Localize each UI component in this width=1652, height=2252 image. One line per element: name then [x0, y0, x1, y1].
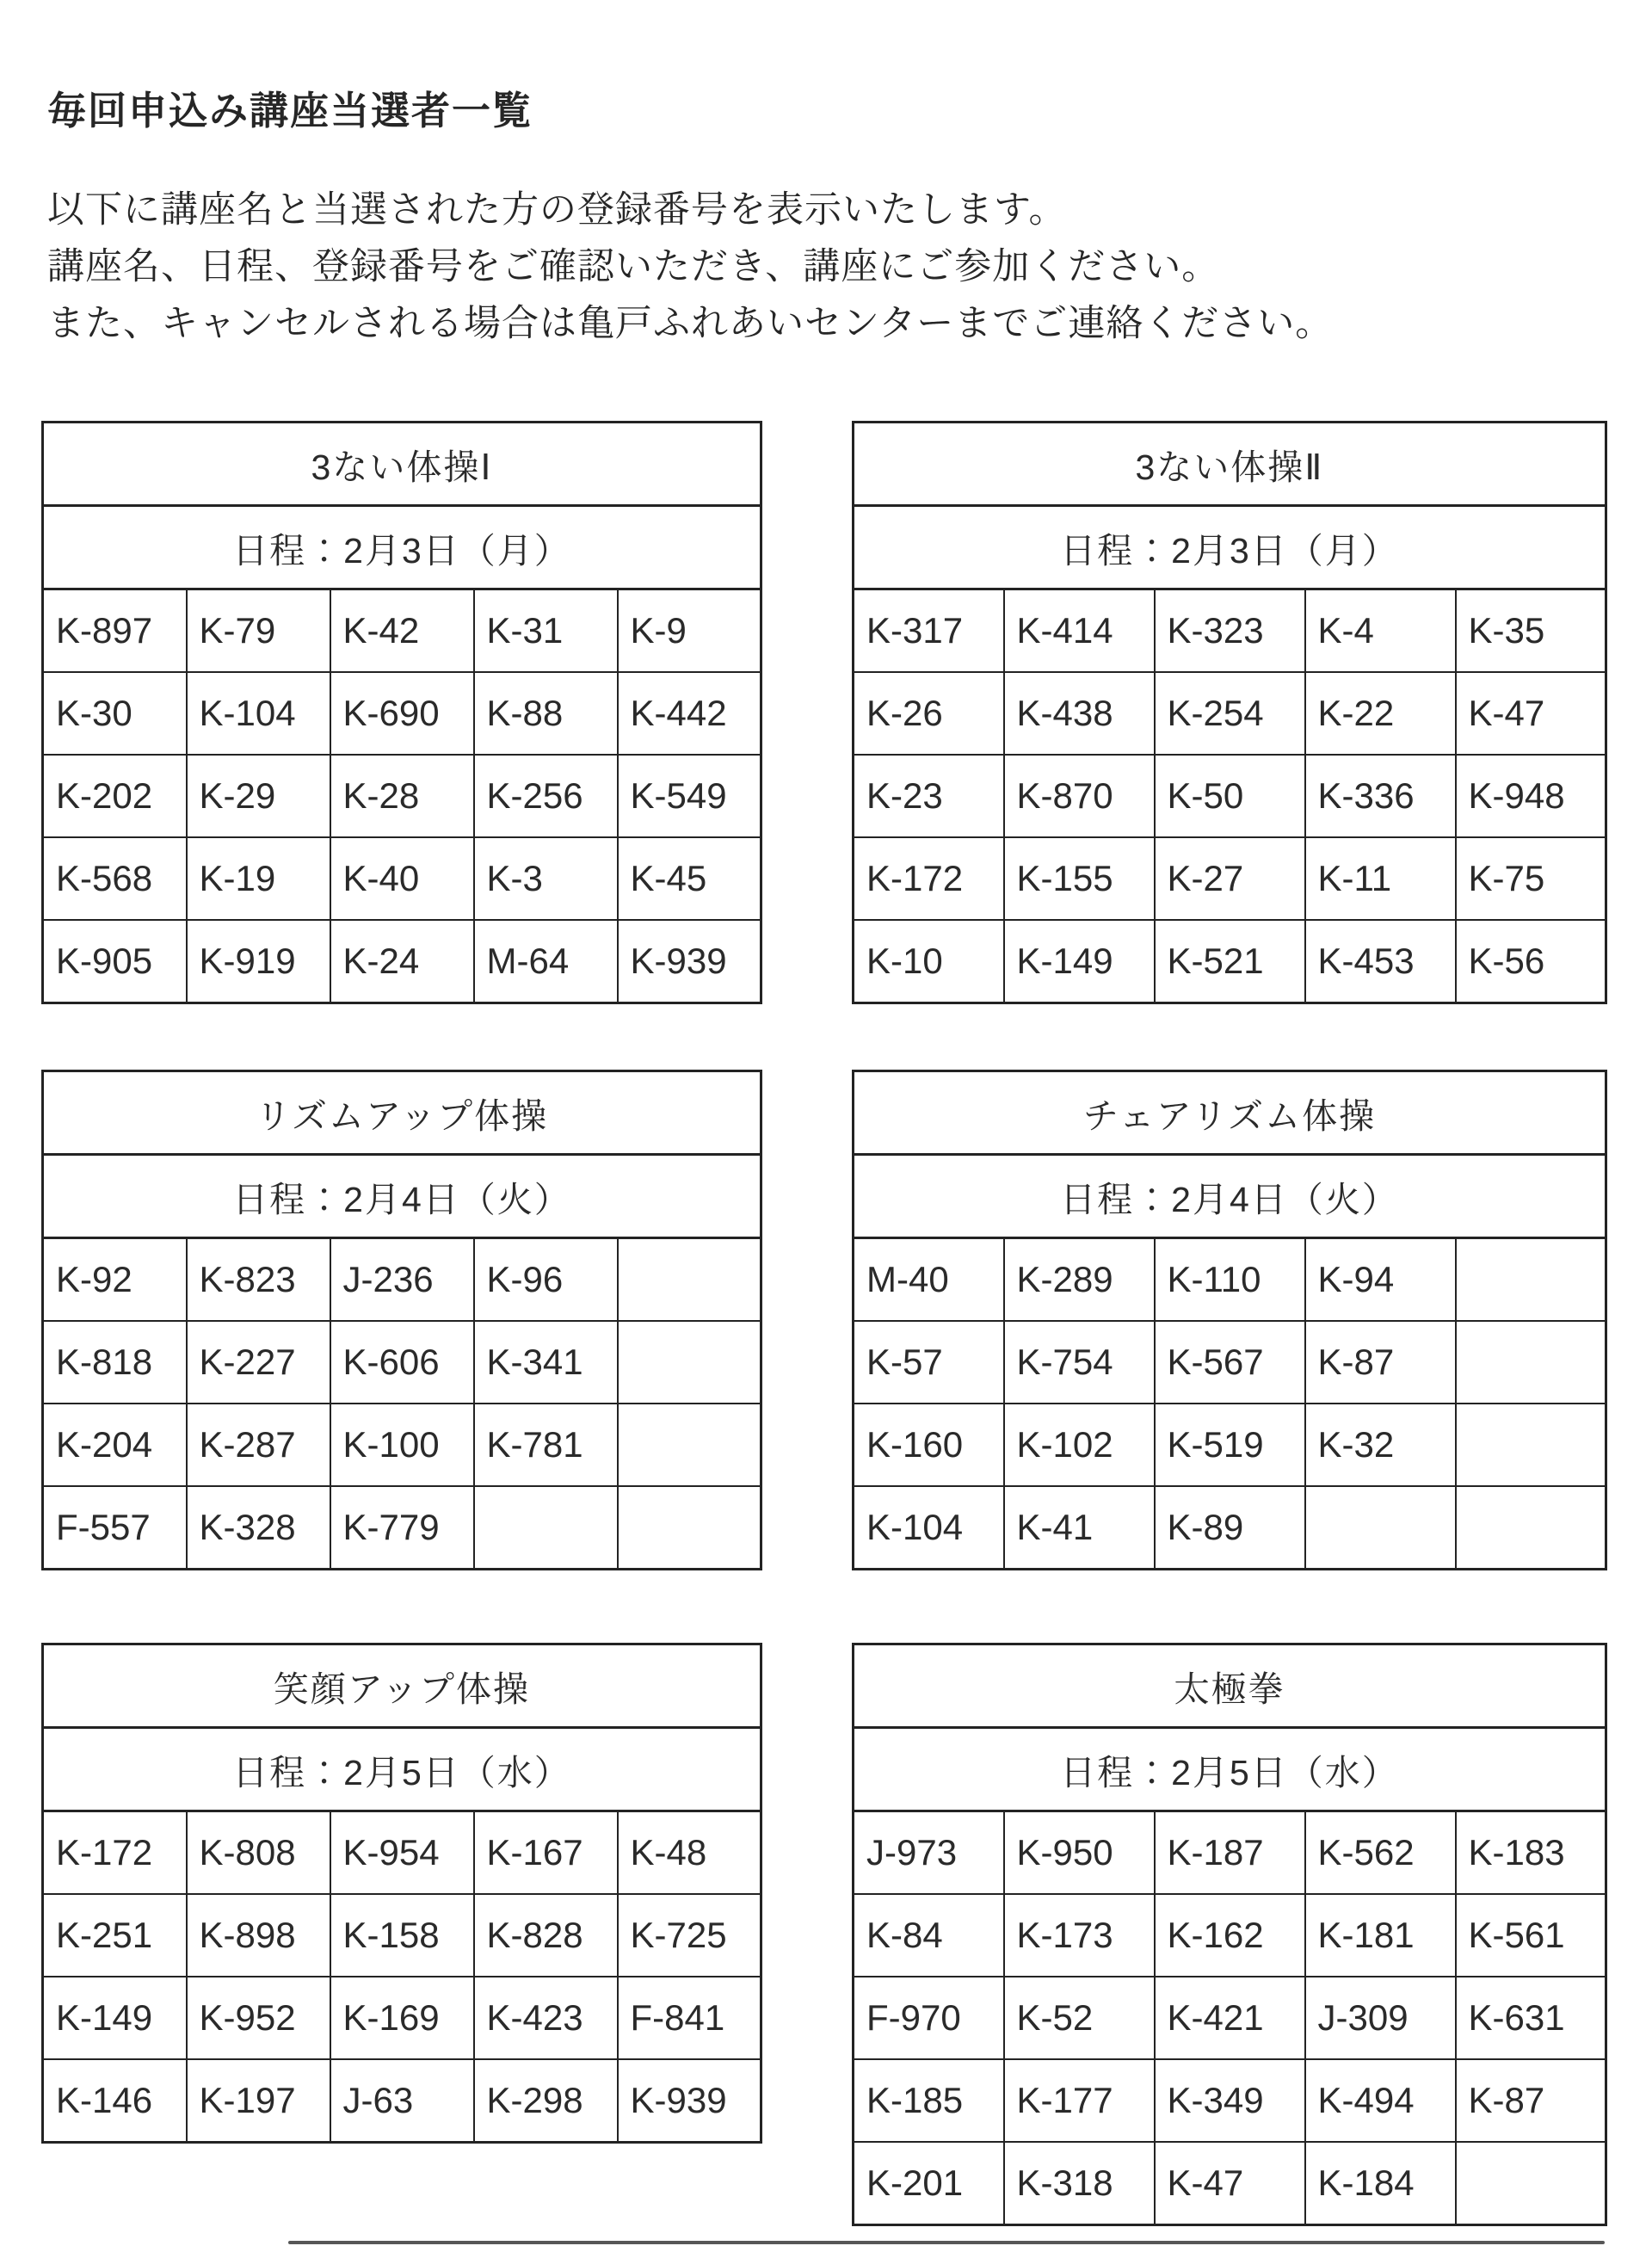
registration-number-cell: F-841 [618, 1977, 761, 2059]
empty-cell [474, 1486, 618, 1570]
empty-cell [1456, 1486, 1606, 1570]
table-row [854, 672, 1606, 755]
registration-number-cell: K-162 [1155, 1894, 1305, 1977]
course-title: 太極拳 [854, 1644, 1606, 1728]
empty-cell [1305, 1486, 1456, 1570]
winners-body [43, 1238, 761, 1570]
empty-cell [618, 1238, 761, 1322]
registration-number-cell: K-185 [854, 2059, 1004, 2142]
registration-number-cell: K-56 [1456, 920, 1606, 1003]
registration-number-cell: K-3 [474, 837, 618, 920]
registration-number-cell: K-808 [187, 1811, 330, 1895]
table-row [43, 1894, 761, 1977]
registration-number-cell: K-725 [618, 1894, 761, 1977]
registration-number-cell: K-167 [474, 1811, 618, 1895]
registration-number-cell: K-823 [187, 1238, 330, 1322]
registration-number-cell: J-236 [330, 1238, 474, 1322]
registration-number-cell: J-973 [854, 1811, 1004, 1895]
registration-number-cell: K-50 [1155, 755, 1305, 837]
registration-number-cell: K-172 [43, 1811, 187, 1895]
registration-number-cell: K-4 [1305, 589, 1456, 673]
registration-number-cell: K-9 [618, 589, 761, 673]
registration-number-cell: K-341 [474, 1321, 618, 1404]
registration-number-cell: K-952 [187, 1977, 330, 2059]
registration-number-cell: K-104 [854, 1486, 1004, 1570]
course-title: チェアリズム体操 [854, 1071, 1606, 1155]
table-row [854, 2142, 1606, 2225]
registration-number-cell: K-88 [474, 672, 618, 755]
registration-number-cell: K-950 [1004, 1811, 1155, 1895]
registration-number-cell: K-19 [187, 837, 330, 920]
course-schedule: 日程：2月5日（水） [854, 1728, 1606, 1811]
registration-number-cell: K-32 [1305, 1404, 1456, 1486]
registration-number-cell: K-42 [330, 589, 474, 673]
registration-number-cell: K-453 [1305, 920, 1456, 1003]
registration-number-cell: K-561 [1456, 1894, 1606, 1977]
registration-number-cell: K-754 [1004, 1321, 1155, 1404]
table-row [43, 589, 761, 673]
registration-number-cell: K-251 [43, 1894, 187, 1977]
registration-number-cell: K-289 [1004, 1238, 1155, 1322]
table-row [854, 1321, 1606, 1404]
registration-number-cell: K-102 [1004, 1404, 1155, 1486]
table-row [43, 755, 761, 837]
empty-cell [1456, 2142, 1606, 2225]
registration-number-cell: K-87 [1456, 2059, 1606, 2142]
registration-number-cell: K-631 [1456, 1977, 1606, 2059]
registration-number-cell: K-24 [330, 920, 474, 1003]
scan-artifact-line [288, 2241, 1605, 2244]
registration-number-cell: J-309 [1305, 1977, 1456, 2059]
empty-cell [618, 1404, 761, 1486]
registration-number-cell: K-177 [1004, 2059, 1155, 2142]
table-row [854, 1811, 1606, 1895]
registration-number-cell: J-63 [330, 2059, 474, 2143]
registration-number-cell: K-22 [1305, 672, 1456, 755]
registration-number-cell: K-204 [43, 1404, 187, 1486]
registration-number-cell: K-318 [1004, 2142, 1155, 2225]
winners-body [43, 589, 761, 1003]
registration-number-cell: K-905 [43, 920, 187, 1003]
course-schedule: 日程：2月4日（火） [43, 1155, 761, 1238]
table-row [43, 1238, 761, 1322]
registration-number-cell: K-57 [854, 1321, 1004, 1404]
table-row [854, 920, 1606, 1003]
registration-number-cell: K-29 [187, 755, 330, 837]
course-schedule: 日程：2月3日（月） [43, 506, 761, 589]
registration-number-cell: M-64 [474, 920, 618, 1003]
intro-line-1: 以下に講座名と当選された方の登録番号を表示いたします。 [47, 189, 1067, 231]
registration-number-cell: K-519 [1155, 1404, 1305, 1486]
registration-number-cell: K-104 [187, 672, 330, 755]
registration-number-cell: K-52 [1004, 1977, 1155, 2059]
registration-number-cell: K-781 [474, 1404, 618, 1486]
course-table-egao-up-taiso [41, 1643, 762, 2144]
registration-number-cell: K-202 [43, 755, 187, 837]
tables-area [0, 421, 1652, 2226]
winners-body [854, 589, 1606, 1003]
registration-number-cell: K-549 [618, 755, 761, 837]
table-row [854, 1894, 1606, 1977]
registration-number-cell: K-169 [330, 1977, 474, 2059]
course-schedule: 日程：2月4日（火） [854, 1155, 1606, 1238]
registration-number-cell: K-254 [1155, 672, 1305, 755]
registration-number-cell: K-779 [330, 1486, 474, 1570]
page-title: 毎回申込み講座当選者一覧 [47, 89, 533, 133]
registration-number-cell: K-568 [43, 837, 187, 920]
course-table-chair-rhythm-taiso [852, 1070, 1607, 1570]
registration-number-cell: K-287 [187, 1404, 330, 1486]
registration-number-cell: K-494 [1305, 2059, 1456, 2142]
table-row [43, 1486, 761, 1570]
table-row [43, 837, 761, 920]
table-row [854, 755, 1606, 837]
registration-number-cell: K-414 [1004, 589, 1155, 673]
intro-line-3: また、キャンセルされる場合は亀戸ふれあいセンターまでご連絡ください。 [47, 303, 1334, 344]
intro-text [47, 182, 1652, 352]
registration-number-cell: K-954 [330, 1811, 474, 1895]
empty-cell [1456, 1321, 1606, 1404]
table-band-1 [0, 421, 1652, 1004]
registration-number-cell: K-45 [618, 837, 761, 920]
registration-number-cell: K-323 [1155, 589, 1305, 673]
registration-number-cell: K-818 [43, 1321, 187, 1404]
registration-number-cell: K-567 [1155, 1321, 1305, 1404]
registration-number-cell: K-87 [1305, 1321, 1456, 1404]
table-row [43, 920, 761, 1003]
table-row [43, 1321, 761, 1404]
table-row [854, 1404, 1606, 1486]
registration-number-cell: K-92 [43, 1238, 187, 1322]
registration-number-cell: K-160 [854, 1404, 1004, 1486]
registration-number-cell: K-298 [474, 2059, 618, 2143]
registration-number-cell: F-557 [43, 1486, 187, 1570]
registration-number-cell: K-75 [1456, 837, 1606, 920]
table-band-3 [0, 1643, 1652, 2226]
registration-number-cell: F-970 [854, 1977, 1004, 2059]
table-row [854, 1486, 1606, 1570]
table-row [43, 1811, 761, 1895]
course-title: 笑顔アップ体操 [43, 1644, 761, 1728]
registration-number-cell: K-423 [474, 1977, 618, 2059]
registration-number-cell: K-47 [1155, 2142, 1305, 2225]
registration-number-cell: K-96 [474, 1238, 618, 1322]
registration-number-cell: K-100 [330, 1404, 474, 1486]
registration-number-cell: K-149 [1004, 920, 1155, 1003]
registration-number-cell: K-227 [187, 1321, 330, 1404]
registration-number-cell: K-948 [1456, 755, 1606, 837]
registration-number-cell: K-173 [1004, 1894, 1155, 1977]
registration-number-cell: K-84 [854, 1894, 1004, 1977]
course-schedule: 日程：2月5日（水） [43, 1728, 761, 1811]
registration-number-cell: K-939 [618, 2059, 761, 2143]
intro-line-2: 講座名、日程、登録番号をご確認いただき、講座にご参加ください。 [47, 246, 1220, 287]
registration-number-cell: K-30 [43, 672, 187, 755]
course-schedule: 日程：2月3日（月） [854, 506, 1606, 589]
registration-number-cell: K-149 [43, 1977, 187, 2059]
registration-number-cell: K-690 [330, 672, 474, 755]
empty-cell [618, 1486, 761, 1570]
registration-number-cell: K-187 [1155, 1811, 1305, 1895]
winners-body [43, 1811, 761, 2143]
registration-number-cell: K-48 [618, 1811, 761, 1895]
registration-number-cell: K-181 [1305, 1894, 1456, 1977]
registration-number-cell: K-172 [854, 837, 1004, 920]
course-table-rhythm-up-taiso [41, 1070, 762, 1570]
registration-number-cell: M-40 [854, 1238, 1004, 1322]
course-table-3nai-taiso-1 [41, 421, 762, 1004]
registration-number-cell: K-89 [1155, 1486, 1305, 1570]
registration-number-cell: K-183 [1456, 1811, 1606, 1895]
registration-number-cell: K-79 [187, 589, 330, 673]
table-band-2 [0, 1070, 1652, 1570]
course-title: 3ない体操Ⅱ [854, 423, 1606, 506]
registration-number-cell: K-184 [1305, 2142, 1456, 2225]
empty-cell [1456, 1238, 1606, 1322]
registration-number-cell: K-897 [43, 589, 187, 673]
table-row [43, 2059, 761, 2143]
registration-number-cell: K-40 [330, 837, 474, 920]
registration-number-cell: K-41 [1004, 1486, 1155, 1570]
registration-number-cell: K-606 [330, 1321, 474, 1404]
registration-number-cell: K-47 [1456, 672, 1606, 755]
registration-number-cell: K-438 [1004, 672, 1155, 755]
registration-number-cell: K-828 [474, 1894, 618, 1977]
table-row [854, 1977, 1606, 2059]
registration-number-cell: K-158 [330, 1894, 474, 1977]
table-row [854, 589, 1606, 673]
registration-number-cell: K-317 [854, 589, 1004, 673]
registration-number-cell: K-870 [1004, 755, 1155, 837]
course-table-3nai-taiso-2 [852, 421, 1607, 1004]
registration-number-cell: K-94 [1305, 1238, 1456, 1322]
registration-number-cell: K-898 [187, 1894, 330, 1977]
registration-number-cell: K-197 [187, 2059, 330, 2143]
registration-number-cell: K-919 [187, 920, 330, 1003]
registration-number-cell: K-26 [854, 672, 1004, 755]
registration-number-cell: K-28 [330, 755, 474, 837]
registration-number-cell: K-442 [618, 672, 761, 755]
registration-number-cell: K-155 [1004, 837, 1155, 920]
table-row [43, 1977, 761, 2059]
registration-number-cell: K-521 [1155, 920, 1305, 1003]
registration-number-cell: K-349 [1155, 2059, 1305, 2142]
registration-number-cell: K-421 [1155, 1977, 1305, 2059]
course-title: リズムアップ体操 [43, 1071, 761, 1155]
table-row [43, 1404, 761, 1486]
course-table-taikyokuken [852, 1643, 1607, 2226]
registration-number-cell: K-256 [474, 755, 618, 837]
registration-number-cell: K-146 [43, 2059, 187, 2143]
empty-cell [618, 1321, 761, 1404]
table-row [854, 2059, 1606, 2142]
registration-number-cell: K-336 [1305, 755, 1456, 837]
registration-number-cell: K-35 [1456, 589, 1606, 673]
table-row [43, 672, 761, 755]
table-row [854, 1238, 1606, 1322]
registration-number-cell: K-201 [854, 2142, 1004, 2225]
registration-number-cell: K-11 [1305, 837, 1456, 920]
registration-number-cell: K-562 [1305, 1811, 1456, 1895]
registration-number-cell: K-939 [618, 920, 761, 1003]
winners-body [854, 1811, 1606, 2225]
registration-number-cell: K-27 [1155, 837, 1305, 920]
scanned-document-page [0, 79, 1652, 2252]
course-title: 3ない体操Ⅰ [43, 423, 761, 506]
winners-body [854, 1238, 1606, 1570]
table-row [854, 837, 1606, 920]
registration-number-cell: K-110 [1155, 1238, 1305, 1322]
registration-number-cell: K-10 [854, 920, 1004, 1003]
registration-number-cell: K-31 [474, 589, 618, 673]
registration-number-cell: K-328 [187, 1486, 330, 1570]
registration-number-cell: K-23 [854, 755, 1004, 837]
empty-cell [1456, 1404, 1606, 1486]
